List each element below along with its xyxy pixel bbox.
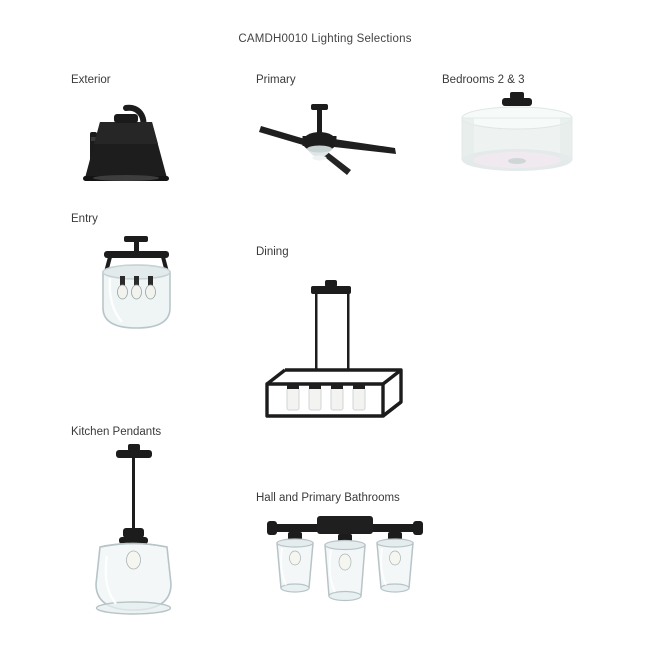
fixture-image-bedrooms-2-3 bbox=[440, 92, 600, 187]
drum-flush-mount-icon bbox=[440, 92, 600, 187]
fixture-image-hall-primary-bathrooms bbox=[255, 510, 435, 620]
fixture-image-entry bbox=[70, 232, 210, 357]
item-label-primary: Primary bbox=[256, 74, 296, 86]
glass-bell-pendant-icon bbox=[70, 444, 210, 624]
fixture-image-dining bbox=[255, 264, 420, 429]
fixture-image-primary bbox=[255, 92, 420, 197]
item-label-entry: Entry bbox=[71, 213, 98, 225]
semi-flush-glass-dome-icon bbox=[70, 232, 210, 357]
item-label-hall-primary-bathrooms: Hall and Primary Bathrooms bbox=[256, 492, 400, 504]
linear-cage-chandelier-icon bbox=[255, 264, 420, 429]
fixture-image-exterior bbox=[70, 92, 210, 197]
page-title: CAMDH0010 Lighting Selections bbox=[238, 33, 412, 45]
three-light-vanity-bar-icon bbox=[255, 510, 435, 620]
item-label-bedrooms-2-3: Bedrooms 2 & 3 bbox=[442, 74, 525, 86]
barn-wall-sconce-icon bbox=[70, 92, 210, 197]
item-label-exterior: Exterior bbox=[71, 74, 111, 86]
fixture-image-kitchen-pendants bbox=[70, 444, 210, 624]
ceiling-fan-icon bbox=[255, 92, 420, 197]
item-label-dining: Dining bbox=[256, 246, 289, 258]
item-label-kitchen-pendants: Kitchen Pendants bbox=[71, 426, 162, 438]
